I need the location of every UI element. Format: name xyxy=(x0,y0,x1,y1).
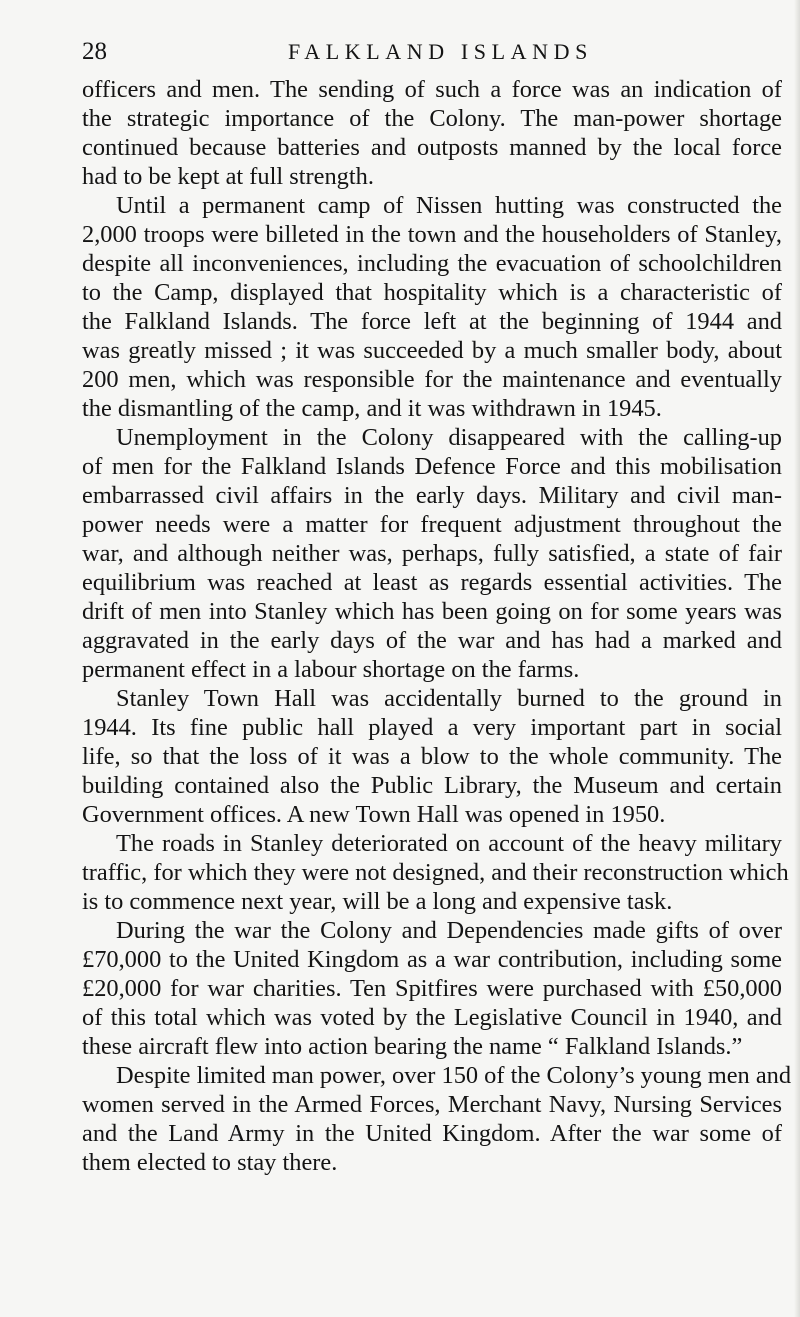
text-line: permanent effect in a labour shortage on the farms. xyxy=(82,656,580,683)
paragraph-first-line: Unemployment in the Colony disappeared with the calling-up xyxy=(116,424,782,451)
text-line: drift of men into Stanley which has been going on for some years was xyxy=(82,598,782,625)
text-line: 1944. Its fine public hall played a very important part in social xyxy=(82,714,782,741)
paragraph-first-line: Despite limited man power, over 150 of the Colony’s young men and xyxy=(116,1062,792,1089)
text-line: embarrassed civil affairs in the early days. Military and civil man- xyxy=(82,482,782,509)
text-line: is to commence next year, will be a long and expensive task. xyxy=(82,888,673,915)
text-line: 200 men, which was responsible for the maintenance and eventually xyxy=(82,366,782,393)
text-line: despite all inconveniences, including the evacuation of schoolchildren xyxy=(82,250,782,277)
text-line: women served in the Armed Forces, Merchant Navy, Nursing Services xyxy=(82,1091,782,1118)
text-line: to the Camp, displayed that hospitality which is a characteristic of xyxy=(82,279,782,306)
paragraph-first-line: Stanley Town Hall was accidentally burned to the ground in xyxy=(116,685,782,712)
text-line: the strategic importance of the Colony. The man-power shortage xyxy=(82,105,782,132)
text-line: the dismantling of the camp, and it was withdrawn in 1945. xyxy=(82,395,662,422)
paragraph-first-line: Until a permanent camp of Nissen hutting was constructed the xyxy=(116,192,782,219)
text-line: 2,000 troops were billeted in the town and the householders of Stanley, xyxy=(82,221,782,248)
running-head: FALKLAND ISLANDS xyxy=(288,39,593,64)
text-line: them elected to stay there. xyxy=(82,1149,338,1176)
text-line: £70,000 to the United Kingdom as a war contribution, including some xyxy=(82,946,782,973)
text-line: had to be kept at full strength. xyxy=(82,163,374,190)
text-line: and the Land Army in the United Kingdom. After the war some of xyxy=(82,1120,782,1147)
text-line: equilibrium was reached at least as regards essential activities. The xyxy=(82,569,782,596)
text-line: building contained also the Public Library, the Museum and certain xyxy=(82,772,782,799)
paragraph-first-line: During the war the Colony and Dependencies made gifts of over xyxy=(116,917,782,944)
text-line: officers and men. The sending of such a force was an indication of xyxy=(82,76,782,103)
text-line: Government offices. A new Town Hall was opened in 1950. xyxy=(82,801,666,828)
text-line: continued because batteries and outposts manned by the local force xyxy=(82,134,782,161)
text-line: power needs were a matter for frequent adjustment throughout the xyxy=(82,511,782,538)
text-line: of men for the Falkland Islands Defence Force and this mobilisation xyxy=(82,453,782,480)
text-line: aggravated in the early days of the war and has had a marked and xyxy=(82,627,782,654)
text-line: life, so that the loss of it was a blow to the whole community. The xyxy=(82,743,782,770)
text-line: was greatly missed ; it was succeeded by a much smaller body, about xyxy=(82,337,782,364)
body-text xyxy=(82,75,792,1177)
text-line: traffic, for which they were not designed, and their reconstruction which xyxy=(82,859,789,886)
text-line: war, and although neither was, perhaps, fully satisfied, a state of fair xyxy=(82,540,782,567)
page-edge-shadow xyxy=(794,0,800,1317)
page-number: 28 xyxy=(82,38,107,65)
text-line: the Falkland Islands. The force left at the beginning of 1944 and xyxy=(82,308,782,335)
text-line: £20,000 for war charities. Ten Spitfires were purchased with £50,000 xyxy=(82,975,782,1002)
text-line: these aircraft flew into action bearing the name “ Falkland Islands.” xyxy=(82,1033,743,1060)
text-line: of this total which was voted by the Legislative Council in 1940, and xyxy=(82,1004,782,1031)
paragraph-first-line: The roads in Stanley deteriorated on account of the heavy military xyxy=(116,830,782,857)
